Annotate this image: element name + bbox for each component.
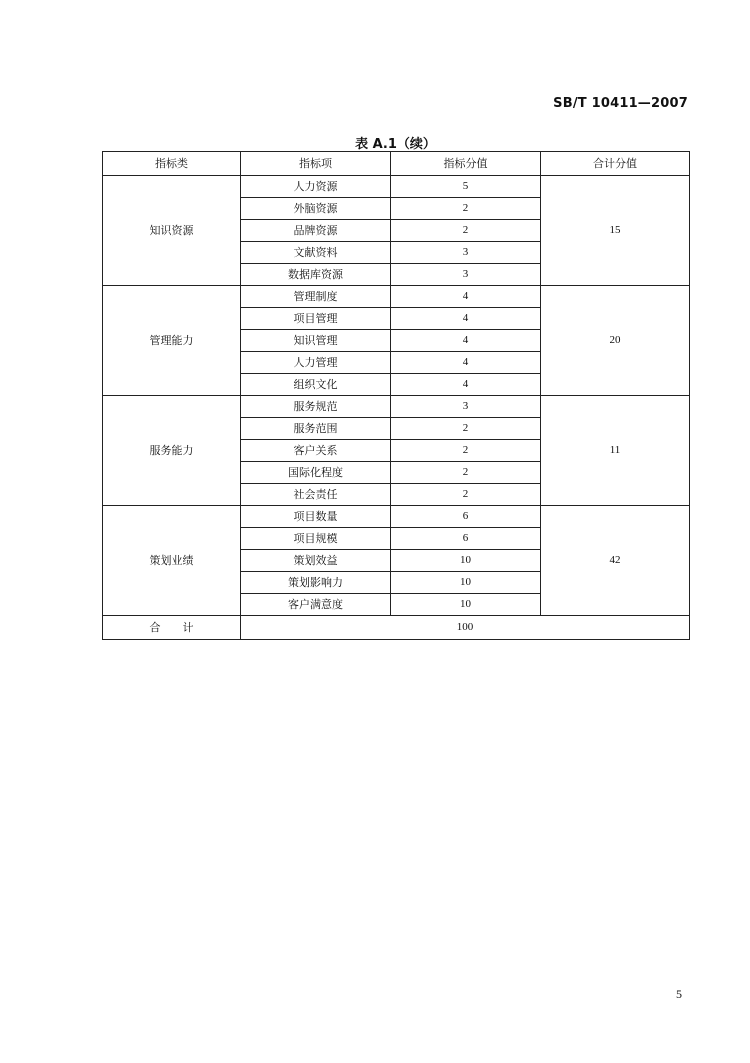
item-name-cell: 数据库资源 (241, 264, 391, 286)
item-name-cell: 服务规范 (241, 396, 391, 418)
item-score-cell: 6 (391, 506, 541, 528)
category-cell: 管理能力 (103, 286, 241, 396)
item-name-cell: 服务范围 (241, 418, 391, 440)
column-header: 指标项 (241, 152, 391, 176)
item-score-cell: 4 (391, 308, 541, 330)
score-table (102, 151, 690, 640)
subtotal-cell: 42 (541, 506, 690, 616)
item-name-cell: 管理制度 (241, 286, 391, 308)
item-name-cell: 项目管理 (241, 308, 391, 330)
item-score-cell: 2 (391, 198, 541, 220)
item-score-cell: 4 (391, 330, 541, 352)
item-name-cell: 知识管理 (241, 330, 391, 352)
subtotal-cell: 15 (541, 176, 690, 286)
item-score-cell: 2 (391, 440, 541, 462)
table-row (103, 506, 690, 528)
item-score-cell: 5 (391, 176, 541, 198)
item-score-cell: 3 (391, 396, 541, 418)
column-header: 指标类 (103, 152, 241, 176)
item-name-cell: 品牌资源 (241, 220, 391, 242)
item-name-cell: 策划影响力 (241, 572, 391, 594)
item-score-cell: 2 (391, 418, 541, 440)
total-row (103, 616, 690, 640)
item-name-cell: 项目数量 (241, 506, 391, 528)
item-name-cell: 文献资料 (241, 242, 391, 264)
item-name-cell: 人力资源 (241, 176, 391, 198)
item-score-cell: 2 (391, 484, 541, 506)
table-caption: 表 A.1（续） (355, 137, 436, 152)
subtotal-cell: 11 (541, 396, 690, 506)
table-header-row (103, 152, 690, 176)
item-score-cell: 6 (391, 528, 541, 550)
standard-code: SB/T 10411—2007 (553, 96, 688, 111)
page-number: 5 (676, 987, 682, 1001)
table-row (103, 286, 690, 308)
subtotal-cell: 20 (541, 286, 690, 396)
item-score-cell: 10 (391, 572, 541, 594)
item-score-cell: 4 (391, 352, 541, 374)
item-score-cell: 10 (391, 594, 541, 616)
item-score-cell: 2 (391, 220, 541, 242)
item-name-cell: 策划效益 (241, 550, 391, 572)
item-name-cell: 国际化程度 (241, 462, 391, 484)
item-score-cell: 2 (391, 462, 541, 484)
item-name-cell: 客户关系 (241, 440, 391, 462)
item-name-cell: 人力管理 (241, 352, 391, 374)
item-name-cell: 客户满意度 (241, 594, 391, 616)
category-cell: 知识资源 (103, 176, 241, 286)
item-score-cell: 10 (391, 550, 541, 572)
item-name-cell: 外脑资源 (241, 198, 391, 220)
item-name-cell: 社会责任 (241, 484, 391, 506)
category-cell: 策划业绩 (103, 506, 241, 616)
column-header: 合计分值 (541, 152, 690, 176)
table-row (103, 396, 690, 418)
item-score-cell: 4 (391, 374, 541, 396)
item-score-cell: 4 (391, 286, 541, 308)
item-score-cell: 3 (391, 264, 541, 286)
item-name-cell: 项目规模 (241, 528, 391, 550)
category-cell: 服务能力 (103, 396, 241, 506)
table-row (103, 176, 690, 198)
total-label-cell: 合 计 (103, 616, 241, 640)
column-header: 指标分值 (391, 152, 541, 176)
total-value-cell: 100 (241, 616, 690, 640)
item-score-cell: 3 (391, 242, 541, 264)
item-name-cell: 组织文化 (241, 374, 391, 396)
